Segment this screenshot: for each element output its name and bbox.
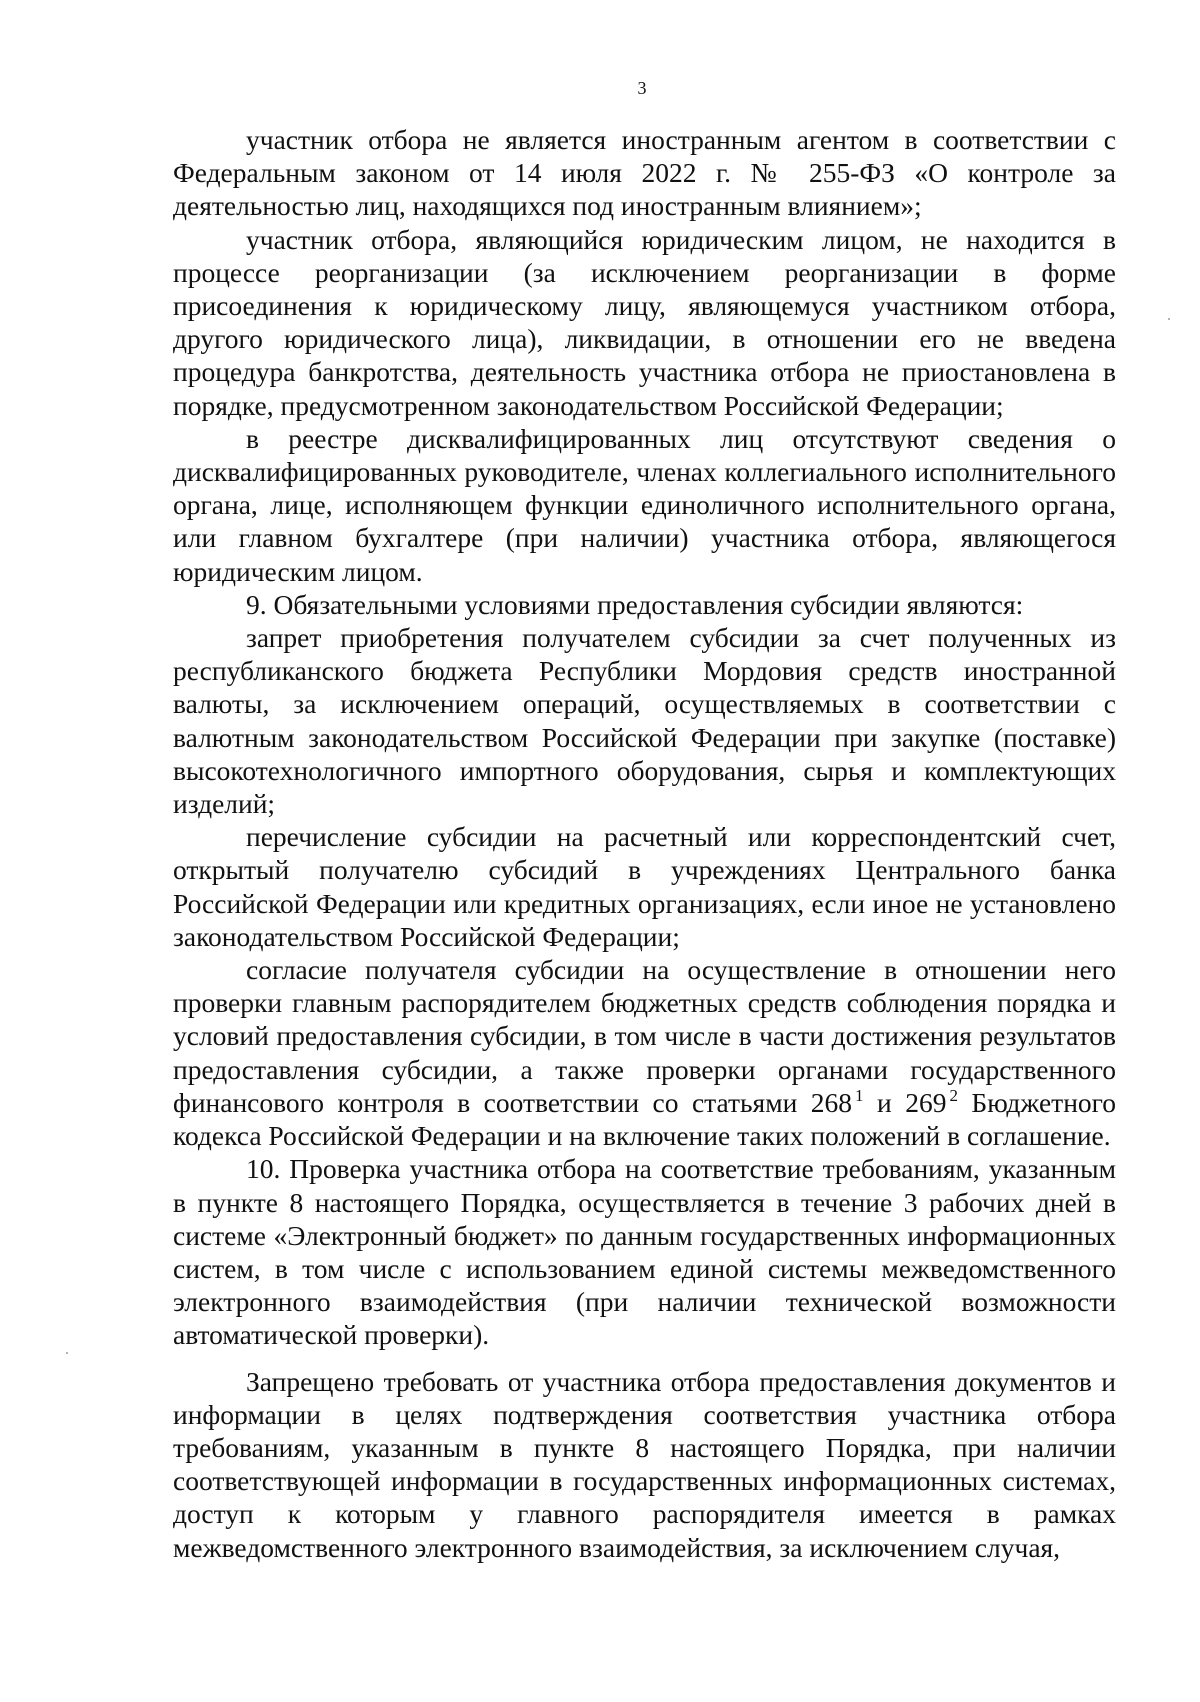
paragraph-document-request-ban: Запрещено требовать от участника отбора предоставления документов и информации в целях подтверждения соответствия участника отбора требованиям, указанным в пункте 8 настоящего Порядка, при наличии соответствующей информации в государственных информационных системах, доступ к которым у главного распорядителя имеется в рамках межведомственного электронного взаимодействия, за исключением случая, xyxy=(173,1365,1116,1563)
article-268: 268 xyxy=(810,1086,853,1118)
page-number: 3 xyxy=(637,78,647,98)
article-268-superscript: 1 xyxy=(855,1085,864,1105)
paragraph-clause-9: 9. Обязательными условиями предоставления субсидии являются: xyxy=(246,588,1024,620)
inspection-consent-text-end: Бюджетного кодекса Российской Федерации и на включение таких положений в соглашение. xyxy=(173,1086,1117,1152)
paragraph-inspection-consent xyxy=(173,953,1116,1152)
paragraph-subsidy-transfer: перечисление субсидии на расчетный или корреспондентский счет, открытый получателю субсидий в учреждениях Центрального банка Российской Федерации или кредитных организациях, если иное не установлено законодательством Российской Федерации; xyxy=(173,821,1116,952)
paragraph-disqualified-registry: в реестре дисквалифицированных лиц отсутствуют сведения о дисквалифицированных руководителе, членах коллегиального исполнительного органа, лице, исполняющем функции единоличного исполнительного органа, или главном бухгалтере (при наличии) участника отбора, являющегося юридическим лицом. xyxy=(173,422,1116,587)
paragraph-foreign-agent: участник отбора не является иностранным агентом в соответствии с Федеральным законом от 14 июля 2022 г. № 255-ФЗ «О контроле за деятельностью лиц, находящихся под иностранным влиянием»; xyxy=(173,124,1116,222)
scan-speck xyxy=(66,1352,68,1354)
article-269: 269 xyxy=(905,1086,947,1118)
article-269-superscript: 2 xyxy=(949,1085,958,1105)
conjunction: и xyxy=(863,1086,906,1118)
paragraph-currency-ban: запрет приобретения получателем субсидии за счет полученных из республиканского бюджета Республики Мордовия средств иностранной валюты, за исключением операций, осуществляемых в соответствии с валютным законодательством Российской Федерации при закупке (поставке) высокотехнологичного импортного оборудования, сырья и комплектующих изделий; xyxy=(173,622,1116,820)
document-body xyxy=(173,123,1116,1564)
paragraph-clause-10: 10. Проверка участника отбора на соответствие требованиям, указанным в пункте 8 настоящего Порядка, осуществляется в течение 3 рабочих дней в системе «Электронный бюджет» по данным государственных информационных систем, в том числе с использованием единой системы межведомственного электронного взаимодействия (при наличии технической возможности автоматической проверки). xyxy=(173,1153,1116,1351)
paragraph-reorganization: участник отбора, являющийся юридическим лицом, не находится в процессе реорганизации (за исключением реорганизации в форме присоединения к юридическому лицу, являющемуся участником отбора, другого юридического лица), ликвидации, в отношении его не введена процедура банкротства, деятельность участника отбора не приостановлена в порядке, предусмотренном законодательством Российской Федерации; xyxy=(173,223,1116,421)
scan-speck xyxy=(1168,318,1170,320)
inspection-consent-text: согласие получателя субсидии на осуществление в отношении него проверки главным распорядителем бюджетных средств соблюдения порядка и условий предоставления субсидии, в том числе в части достижения результатов предоставления субсидии, а также проверки органами государственного финансового контроля в соответствии со статьями xyxy=(173,954,1116,1118)
